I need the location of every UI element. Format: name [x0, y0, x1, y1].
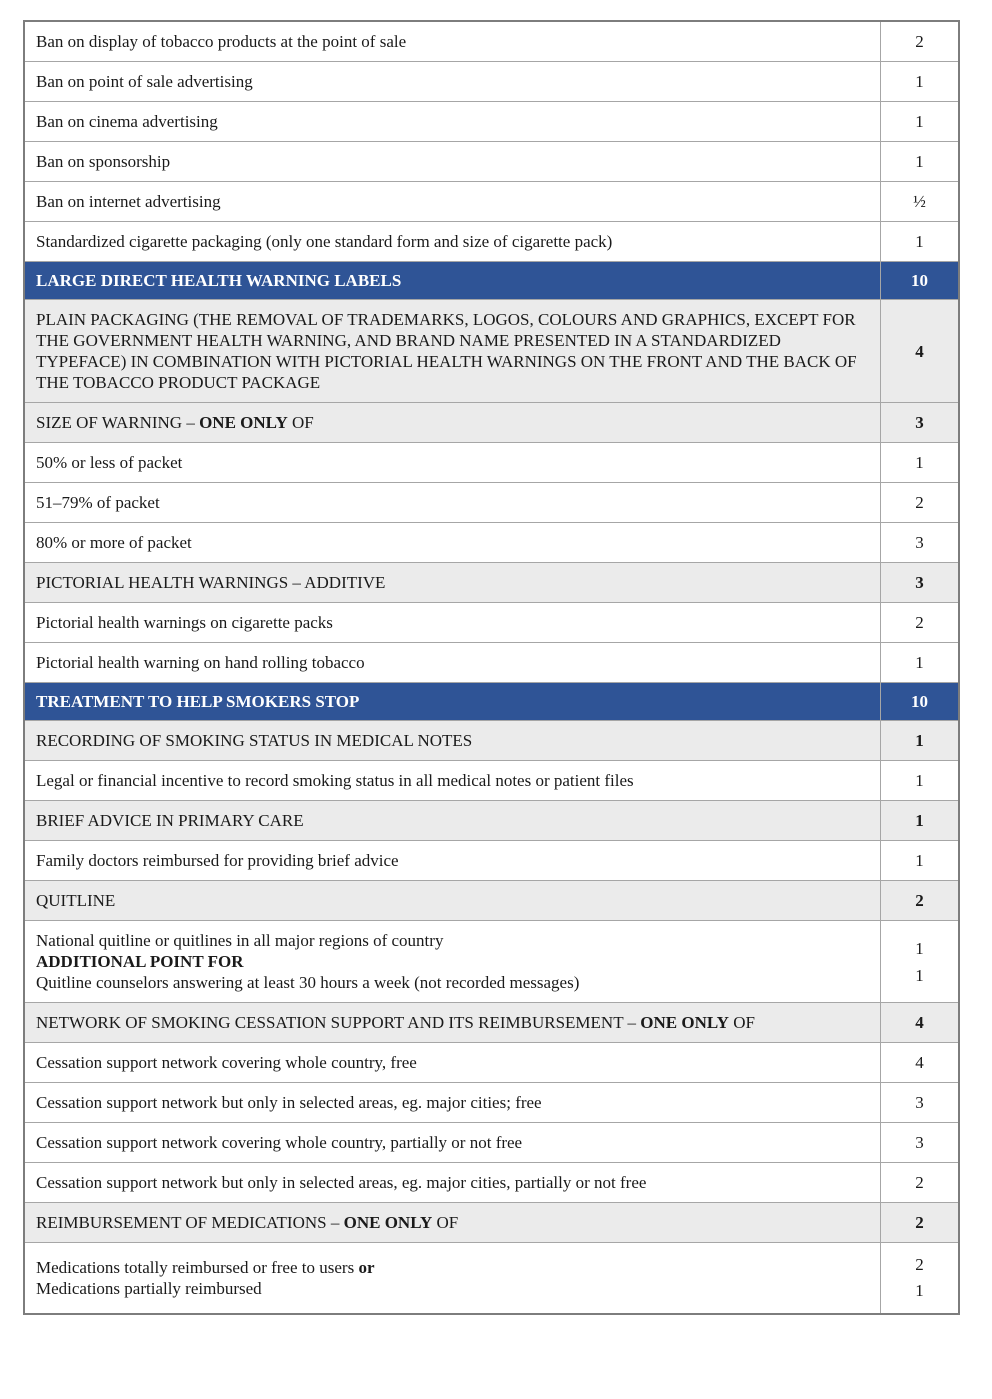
- row-label-cell: [24, 483, 881, 523]
- subheader-row: [24, 801, 959, 841]
- score-value: 1: [915, 232, 924, 251]
- row-label-cell: [24, 182, 881, 222]
- score-value: 1: [915, 72, 924, 91]
- row-label-line: SIZE OF WARNING – ONE ONLY OF: [36, 413, 314, 432]
- row-score-cell: [881, 523, 960, 563]
- item-row: [24, 643, 959, 683]
- row-label-line: LARGE DIRECT HEALTH WARNING LABELS: [36, 271, 402, 290]
- row-label-cell: [24, 721, 881, 761]
- row-score-cell: [881, 1003, 960, 1043]
- row-label-cell: [24, 443, 881, 483]
- score-value: 2: [915, 1255, 924, 1274]
- row-label-cell: [24, 761, 881, 801]
- subheader-row: [24, 1203, 959, 1243]
- score-value: 1: [915, 653, 924, 672]
- row-label-line: Quitline counselors answering at least 30 hours a week (not recorded messages): [36, 973, 580, 992]
- row-label-line: Ban on internet advertising: [36, 192, 221, 211]
- score-value: 4: [915, 1013, 924, 1032]
- row-label-line: Pictorial health warning on hand rolling tobacco: [36, 653, 365, 672]
- label-text-run: ADDITIONAL POINT FOR: [36, 952, 244, 971]
- score-value: 3: [915, 1133, 924, 1152]
- item-row: [24, 62, 959, 102]
- row-label-line: Cessation support network covering whole country, free: [36, 1053, 417, 1072]
- subheader-row: [24, 300, 959, 403]
- policy-score-table-body: [24, 21, 959, 1314]
- row-label-cell: [24, 801, 881, 841]
- item-row: [24, 443, 959, 483]
- item-row: [24, 1243, 959, 1315]
- item-row: [24, 142, 959, 182]
- row-label-line: Cessation support network covering whole country, partially or not free: [36, 1133, 523, 1152]
- row-label-cell: [24, 1163, 881, 1203]
- row-label-cell: [24, 841, 881, 881]
- row-label-cell: [24, 403, 881, 443]
- row-score-cell: [881, 683, 960, 721]
- section-header-row: [24, 683, 959, 721]
- row-label-line: 80% or more of packet: [36, 533, 192, 552]
- policy-score-table: [23, 20, 960, 1315]
- subheader-row: [24, 403, 959, 443]
- row-label-line: Legal or financial incentive to record smoking status in all medical notes or patient files: [36, 771, 634, 790]
- item-row: [24, 761, 959, 801]
- row-label-cell: [24, 102, 881, 142]
- row-score-cell: [881, 603, 960, 643]
- row-label-cell: [24, 683, 881, 721]
- item-row: [24, 182, 959, 222]
- score-value: 1: [915, 771, 924, 790]
- row-score-cell: [881, 881, 960, 921]
- row-label-cell: [24, 1043, 881, 1083]
- row-score-cell: [881, 1043, 960, 1083]
- item-row: [24, 222, 959, 262]
- score-value: 1: [915, 851, 924, 870]
- item-row: [24, 841, 959, 881]
- score-value: 2: [915, 891, 924, 910]
- row-label-line: QUITLINE: [36, 891, 116, 910]
- row-score-cell: [881, 761, 960, 801]
- row-label-cell: [24, 62, 881, 102]
- row-score-cell: [881, 1083, 960, 1123]
- row-score-cell: [881, 483, 960, 523]
- subheader-row: [24, 721, 959, 761]
- item-row: [24, 21, 959, 62]
- item-row: [24, 1083, 959, 1123]
- row-label-cell: [24, 300, 881, 403]
- row-label-line: 51–79% of packet: [36, 493, 160, 512]
- row-score-cell: [881, 841, 960, 881]
- score-value: 4: [915, 1053, 924, 1072]
- item-row: [24, 1043, 959, 1083]
- row-score-cell: [881, 921, 960, 1003]
- row-score-cell: [881, 563, 960, 603]
- row-label-cell: [24, 643, 881, 683]
- row-label-cell: [24, 21, 881, 62]
- subheader-row: [24, 1003, 959, 1043]
- row-label-cell: [24, 881, 881, 921]
- row-label-line: NETWORK OF SMOKING CESSATION SUPPORT AND ITS REIMBURSEMENT – ONE ONLY OF: [36, 1013, 755, 1032]
- label-text-run: ONE ONLY: [640, 1013, 729, 1032]
- row-score-cell: [881, 443, 960, 483]
- score-value: 2: [915, 32, 924, 51]
- label-text-run: or: [358, 1258, 375, 1277]
- row-label-line: REIMBURSEMENT OF MEDICATIONS – ONE ONLY OF: [36, 1213, 459, 1232]
- row-label-line: Cessation support network but only in selected areas, eg. major cities; free: [36, 1093, 542, 1112]
- row-label-line: Ban on display of tobacco products at the point of sale: [36, 32, 407, 51]
- row-label-line: Standardized cigarette packaging (only one standard form and size of cigarette pack): [36, 232, 613, 251]
- row-label-cell: [24, 921, 881, 1003]
- row-label-cell: [24, 262, 881, 300]
- label-text-run: ONE ONLY: [343, 1213, 433, 1232]
- item-row: [24, 523, 959, 563]
- row-score-cell: [881, 403, 960, 443]
- row-score-cell: [881, 643, 960, 683]
- score-value: 1: [915, 811, 924, 830]
- score-value: 1: [915, 965, 924, 985]
- row-label-cell: [24, 523, 881, 563]
- row-score-cell: [881, 300, 960, 403]
- row-label-line: Pictorial health warnings on cigarette packs: [36, 613, 333, 632]
- score-value: 1: [915, 453, 924, 472]
- score-value: 2: [915, 1173, 924, 1192]
- score-value: 3: [915, 573, 924, 592]
- score-value: 3: [915, 1093, 924, 1112]
- row-score-cell: [881, 1123, 960, 1163]
- label-text-run: ONE ONLY: [199, 413, 288, 432]
- score-value: ½: [913, 192, 926, 211]
- item-row: [24, 921, 959, 1003]
- row-label-line: Medications totally reimbursed or free to users or: [36, 1258, 375, 1277]
- row-label-line: PICTORIAL HEALTH WARNINGS – ADDITIVE: [36, 573, 386, 592]
- subheader-row: [24, 881, 959, 921]
- row-score-cell: [881, 1163, 960, 1203]
- row-label-line: 50% or less of packet: [36, 453, 183, 472]
- row-label-line: PLAIN PACKAGING (THE REMOVAL OF TRADEMARKS, LOGOS, COLOURS AND GRAPHICS, EXCEPT FOR THE GOVERNMENT HEALTH WARNING, AND BRAND NAME PRESENTED IN A STANDARDIZED TYPEFACE) IN COMBINATION WITH PICTORIAL HEALTH WARNINGS ON THE FRONT AND THE BACK OF THE TOBACCO PRODUCT PACKAGE: [36, 310, 857, 392]
- score-value: 3: [915, 533, 924, 552]
- row-label-cell: [24, 1083, 881, 1123]
- row-label-cell: [24, 142, 881, 182]
- row-label-line: National quitline or quitlines in all major regions of country: [36, 931, 444, 950]
- item-row: [24, 102, 959, 142]
- row-label-line: Ban on sponsorship: [36, 152, 171, 171]
- item-row: [24, 1163, 959, 1203]
- row-label-cell: [24, 1003, 881, 1043]
- row-score-cell: [881, 721, 960, 761]
- row-score-cell: [881, 1203, 960, 1243]
- score-value: 1: [915, 112, 924, 131]
- score-value: 3: [915, 413, 924, 432]
- row-score-cell: [881, 142, 960, 182]
- score-value: 10: [911, 692, 928, 711]
- row-label-line: RECORDING OF SMOKING STATUS IN MEDICAL NOTES: [36, 731, 473, 750]
- score-value: 10: [911, 271, 928, 290]
- row-label-line: Family doctors reimbursed for providing brief advice: [36, 851, 399, 870]
- score-value: 1: [915, 731, 924, 750]
- score-value: 2: [915, 493, 924, 512]
- score-value: 1: [915, 1281, 924, 1300]
- score-value: 2: [915, 1213, 924, 1232]
- row-label-line: Cessation support network but only in selected areas, eg. major cities, partially or not free: [36, 1173, 647, 1192]
- row-score-cell: [881, 222, 960, 262]
- row-label-line: TREATMENT TO HELP SMOKERS STOP: [36, 692, 360, 711]
- row-label-cell: [24, 1123, 881, 1163]
- row-label-line: BRIEF ADVICE IN PRIMARY CARE: [36, 811, 304, 830]
- row-score-cell: [881, 262, 960, 300]
- row-label-line: Ban on point of sale advertising: [36, 72, 253, 91]
- row-score-cell: [881, 102, 960, 142]
- score-value: 4: [915, 341, 924, 361]
- row-label-cell: [24, 603, 881, 643]
- row-score-cell: [881, 801, 960, 841]
- row-label-line: [36, 951, 864, 972]
- score-value: 2: [915, 613, 924, 632]
- row-label-cell: [24, 1243, 881, 1315]
- row-label-cell: [24, 1203, 881, 1243]
- section-header-row: [24, 262, 959, 300]
- row-label-cell: [24, 563, 881, 603]
- subheader-row: [24, 563, 959, 603]
- row-label-line: Ban on cinema advertising: [36, 112, 218, 131]
- row-score-cell: [881, 1243, 960, 1315]
- row-score-cell: [881, 62, 960, 102]
- score-value: 1: [915, 938, 924, 958]
- row-label-line: Medications partially reimbursed: [36, 1279, 262, 1298]
- row-label-cell: [24, 222, 881, 262]
- row-score-cell: [881, 182, 960, 222]
- item-row: [24, 603, 959, 643]
- item-row: [24, 1123, 959, 1163]
- score-value: 1: [915, 152, 924, 171]
- row-score-cell: [881, 21, 960, 62]
- item-row: [24, 483, 959, 523]
